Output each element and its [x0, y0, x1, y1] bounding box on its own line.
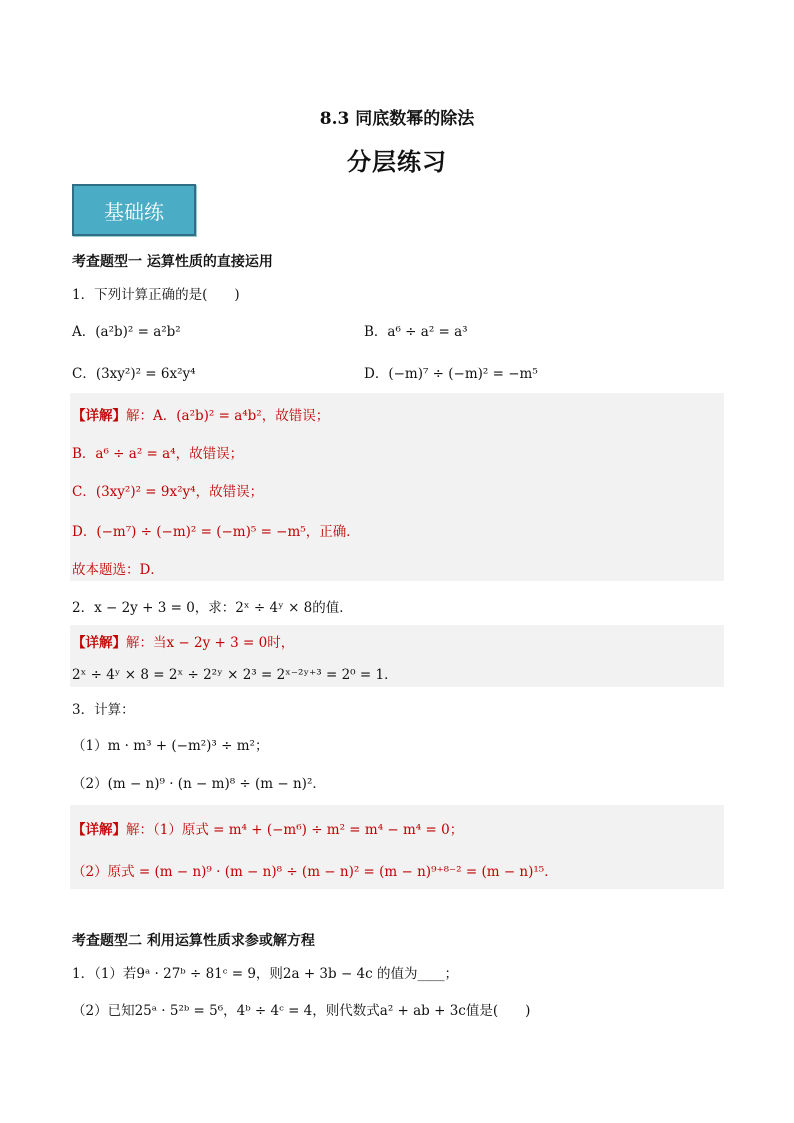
- level-badge: 基础练: [72, 184, 196, 236]
- page-title: 8.3 同底数幂的除法: [319, 109, 475, 129]
- q1-option-a: A．(a²b)² = a²b²: [72, 324, 181, 340]
- s2-q1-part-2: （2）已知25ᵃ · 5²ᵇ = 5⁶，4ᵇ ÷ 4ᶜ = 4，则代数式a² + ab + 3c值是( ): [72, 1003, 531, 1019]
- q2-answer-tag: 【详解】: [72, 635, 126, 651]
- q2-stem: 2．x − 2y + 3 = 0，求：2ˣ ÷ 4ʸ × 8的值．: [72, 600, 353, 616]
- q3-part-2: （2）(m − n)⁹ · (n − m)⁸ ÷ (m − n)²．: [72, 776, 326, 792]
- q2-answer-line-1: [72, 631, 294, 651]
- q2-answer-line-2: 2ˣ ÷ 4ʸ × 8 = 2ˣ ÷ 2²ʸ × 2³ = 2ˣ⁻²ʸ⁺³ = 2⁰ = 1．: [72, 667, 398, 683]
- q1-answer-line-1: [72, 404, 329, 424]
- q1-option-d: D．(−m)⁷ ÷ (−m)² = −m⁵: [364, 366, 538, 382]
- s2-q1-part-1: 1．（1）若9ᵃ · 27ᵇ ÷ 81ᶜ = 9，则2a + 3b − 4c 的值为____；: [72, 966, 459, 982]
- section1-heading: 考查题型一 运算性质的直接运用: [72, 254, 273, 270]
- q1-option-b: B．a⁶ ÷ a² = a³: [364, 324, 468, 340]
- q2-answer-text-1: 解：当x − 2y + 3 = 0时，: [126, 635, 295, 651]
- q3-answer-line-1: [72, 818, 463, 838]
- q3-answer-tag: 【详解】: [72, 822, 126, 838]
- q3-answer-line-2: （2）原式 = (m − n)⁹ · (m − n)⁸ ÷ (m − n)² = (m − n)⁹⁺⁸⁻² = (m − n)¹⁵．: [72, 864, 558, 880]
- q1-answer-line-2: B．a⁶ ÷ a² = a⁴，故错误；: [72, 446, 244, 462]
- q1-answer-text-1: 解：A．(a²b)² = a⁴b²，故错误；: [126, 408, 330, 424]
- q3-stem: 3．计算：: [72, 702, 135, 718]
- section2-heading: 考查题型二 利用运算性质求参或解方程: [72, 933, 315, 949]
- page-subtitle: 分层练习: [347, 147, 447, 176]
- q1-option-c: C．(3xy²)² = 6x²y⁴: [72, 366, 196, 382]
- q1-stem: 1．下列计算正确的是( ): [72, 287, 240, 303]
- q1-answer-line-3: C．(3xy²)² = 9x²y⁴，故错误；: [72, 484, 264, 500]
- q1-answer-tag: 【详解】: [72, 408, 126, 424]
- q3-part-1: （1）m · m³ + (−m²)³ ÷ m²；: [72, 738, 269, 754]
- q3-answer-text-1: 解：（1）原式 = m⁴ + (−m⁶) ÷ m² = m⁴ − m⁴ = 0；: [126, 822, 464, 838]
- q1-answer-line-4: D．(−m⁷) ÷ (−m)² = (−m)⁵ = −m⁵，正确．: [72, 524, 360, 540]
- q1-answer-line-5: 故本题选：D．: [72, 562, 164, 578]
